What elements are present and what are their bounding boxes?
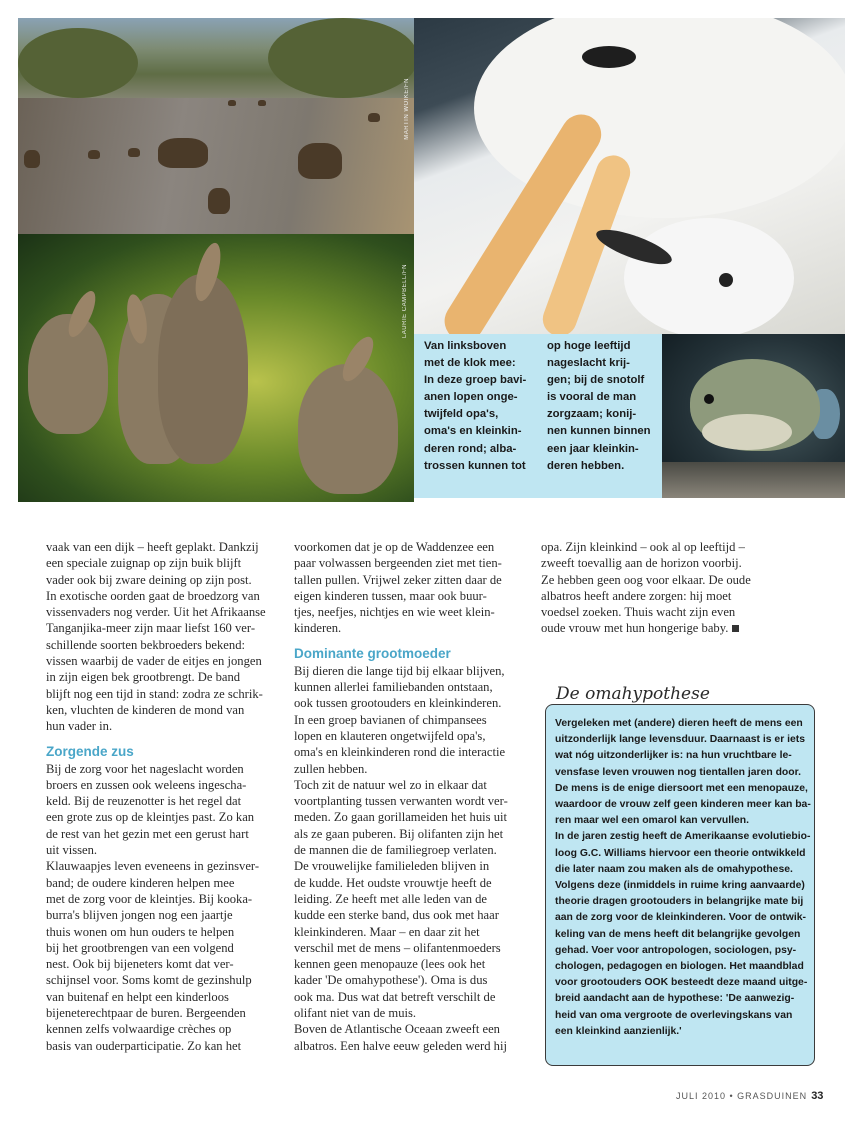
caption-line: nageslacht krij-	[547, 357, 630, 370]
caption-line: anen lopen onge-	[424, 391, 518, 404]
sidebar-line: chologen, pedagogen en biologen. Het maandblad	[555, 961, 804, 973]
text-line: albatros heeft andere zorgen: hij moet	[541, 588, 732, 603]
text-line: lopen en klauteren ongetwijfeld opa's,	[294, 728, 486, 743]
article-column-3	[541, 539, 751, 637]
sidebar-line: vensfase leven vrouwen nog tientallen jaren door.	[555, 766, 801, 778]
text-line: bijeneterechtpaar de buren. Bergeenden	[46, 1006, 246, 1021]
issue-label: JULI 2010 • GRASDUINEN	[676, 1091, 808, 1101]
sidebar-line: wat nóg uitzonderlijker is: na hun vruchtbare le-	[555, 750, 792, 762]
rabbit	[298, 364, 398, 494]
text-line: in zijn eigen bek grootbrengt. De band	[46, 670, 241, 685]
caption-line: is vooral de man	[547, 391, 637, 404]
sidebar-line: voor grootouders OOK besteedt deze maand uitge-	[555, 977, 808, 989]
sidebar-line: Volgens deze (inmiddels in ruime kring aanvaarde)	[555, 880, 805, 892]
text-line: keld. Bij de reuzenotter is het regel dat	[46, 794, 242, 809]
text-line: meden. Zo gaan gorillameiden het huis uit	[294, 810, 507, 825]
text-line: van buitenaf en helpt een kinderloos	[46, 989, 229, 1004]
text-line: bij het grootbrengen van een volgend	[46, 940, 234, 955]
article-column-2	[294, 539, 508, 1054]
sidebar-line: die later naam zou maken als de omahypothese.	[555, 863, 793, 875]
rabbits-photo	[18, 234, 414, 502]
snotolf-photo	[662, 334, 845, 498]
sidebar-box	[545, 704, 815, 1066]
caption-line: nen kunnen binnen	[547, 425, 651, 438]
section-heading: Zorgende zus	[46, 743, 134, 759]
caption-line: oma's en kleinkin-	[424, 425, 522, 438]
text-line: albatros. Een halve eeuw geleden werd hij	[294, 1038, 507, 1053]
text-line: verschil met de mens – olifantenmoeders	[294, 940, 501, 955]
text-line: Tanganjika-meer zijn maar liefst 160 ver-	[46, 621, 256, 636]
section-heading: Dominante grootmoeder	[294, 645, 451, 661]
baboon	[228, 100, 236, 106]
photo-credit: LAURIE CAMPBELL/FN	[402, 264, 408, 339]
paragraph	[46, 539, 266, 735]
caption-line: trossen kunnen tot	[424, 459, 526, 472]
caption-line: een jaar kleinkin-	[547, 442, 639, 455]
photo-caption	[414, 334, 662, 498]
text-line: thuis wonen om hun ouders te helpen	[46, 924, 235, 939]
sidebar-line: heid van oma vergroote de overlevingskans van	[555, 1009, 793, 1021]
sidebar-line: gehad. Voer voor antropologen, sociologen, psy-	[555, 944, 797, 956]
text-line: Bij de zorg voor het nageslacht worden	[46, 761, 244, 776]
rabbit	[158, 274, 248, 464]
text-line: voortplanting tussen verwanten wordt ver-	[294, 794, 508, 809]
baboon	[208, 188, 230, 214]
text-line: de kudde. Het oudste vrouwtje heeft de	[294, 875, 492, 890]
caption-line: Van linksboven	[424, 340, 507, 352]
text-line: kader 'De omahypothese'). Oma is dus	[294, 973, 488, 988]
page-number: 33	[811, 1090, 824, 1102]
baboon	[258, 100, 266, 106]
text-line: leiding. Ze heeft met alle leden van de	[294, 891, 488, 906]
caption-line: twijfeld opa's,	[424, 408, 499, 421]
text-line: ken, vluchten de kinderen de mond van	[46, 702, 245, 717]
text-line: ook tussen grootouders en kleinkinderen.	[294, 696, 502, 711]
text-line: voedsel zoeken. Thuis wacht zijn even	[541, 605, 736, 620]
text-line: kennen zelfs volwaardige crèches op	[46, 1022, 232, 1037]
text-line: een grote zus op de kleintjes past. Zo kan	[46, 810, 255, 825]
baboon	[128, 148, 140, 157]
text-line: kudde een sterke band, dus ook met haar	[294, 908, 499, 923]
text-line: Toch zit de natuur wel zo in elkaar dat	[294, 777, 487, 792]
sidebar-line: breid aandacht aan de hypothese: 'De aanwezig-	[555, 993, 795, 1005]
text-line: een speciale zuignap op zijn buik blijft	[46, 556, 242, 571]
text-line: tjes, neefjes, nichtjes en wie weet klein-	[294, 605, 495, 620]
caption-line: met de klok mee:	[424, 357, 516, 370]
text-line: vissenvaders nog verder. Uit het Afrikaanse	[46, 605, 266, 620]
caption-column-1	[424, 338, 526, 475]
text-line: de mannen die de familiegroep verlaten.	[294, 843, 497, 858]
sidebar-line: Vergeleken met (andere) dieren heeft de mens een	[555, 718, 803, 729]
text-line: burra's blijven jongen nog een jaartje	[46, 908, 233, 923]
text-line: Ze hebben geen oog voor elkaar. De oude	[541, 572, 751, 587]
text-line: Boven de Atlantische Oceaan zweeft een	[294, 1022, 500, 1037]
text-line: kennen geen menopauze (lees ook het	[294, 957, 486, 972]
chick-eye	[719, 273, 733, 287]
albatross-chick	[624, 218, 794, 334]
text-line: schillende soorten bekbroeders bekend:	[46, 637, 245, 652]
text-line: band; de oudere kinderen helpen mee	[46, 875, 235, 890]
text-line: tallen pullen. Vrijwel zeker zitten daar de	[294, 572, 502, 587]
sidebar-line: De mens is de enige diersoort met een menopauze,	[555, 782, 808, 794]
sidebar-line: een kleinkind aanzienlijk.'	[555, 1025, 682, 1037]
tree	[18, 28, 138, 98]
paragraph	[541, 539, 751, 637]
text-line: de rest van het gezin met een gerust hart	[46, 826, 249, 841]
article-column-1	[46, 539, 266, 1054]
text-line: Bij dieren die lange tijd bij elkaar blijven,	[294, 663, 505, 678]
tree	[268, 18, 414, 98]
caption-line: In deze groep bavi-	[424, 374, 527, 387]
text-line: vader ook bij zware deining op zijn post.	[46, 572, 252, 587]
caption-line: deren rond; alba-	[424, 442, 517, 455]
text-line: In een groep bavianen of chimpansees	[294, 712, 487, 727]
baboon	[368, 113, 380, 122]
end-mark-icon	[732, 625, 739, 632]
text-line: voorkomen dat je op de Waddenzee een	[294, 540, 495, 554]
caption-line: zorgzaam; konij-	[547, 408, 637, 421]
paragraph	[294, 663, 508, 1054]
sidebar-line: aan de zorg voor de kleinkinderen. Voor de ontwik-	[555, 912, 806, 924]
text-line: kunnen allerlei familiebanden ontstaan,	[294, 680, 493, 695]
text-line: In exotische oorden gaat de broedzorg van	[46, 588, 260, 603]
albatross-photo	[414, 18, 845, 334]
caption-column-2	[547, 338, 651, 475]
sidebar-line: In de jaren zestig heeft de Amerikaanse evolutiebio-	[555, 831, 811, 843]
text-line: als ze gaan puberen. Bij olifanten zijn het	[294, 826, 504, 841]
text-line: zweeft toevallig aan de horizon voorbij.	[541, 556, 742, 571]
caption-line: deren hebben.	[547, 459, 625, 472]
text-line: zullen hebben.	[294, 761, 368, 776]
text-line: uit vissen.	[46, 843, 98, 858]
baboons-photo	[18, 18, 414, 234]
seabed	[662, 462, 845, 498]
caption-line: gen; bij de snotolf	[547, 374, 645, 387]
text-line: oma's en kleinkinderen rond die interactie	[294, 745, 506, 760]
text-line: broers en zussen ook weleens ingescha-	[46, 777, 247, 792]
text-line: kinderen.	[294, 621, 342, 636]
text-line: basis van ouderparticipatie. Zo kan het	[46, 1038, 242, 1053]
sidebar-line: loog G.C. Williams hiervoor een theorie ontwikkeld	[555, 847, 806, 859]
sidebar-line: keling van de mens heeft dit belangrijke gevolgen	[555, 928, 801, 940]
sidebar-line: uitzonderlijk lange levensduur. Daarnaast is er iets	[555, 734, 806, 746]
baboon	[24, 150, 40, 168]
text-line: eigen kinderen tussen, maar ook buur-	[294, 588, 487, 603]
text-line: blijft nog een tijd in stand: zodra ze schrik-	[46, 686, 263, 701]
text-line: opa. Zijn kleinkind – ook al op leeftijd –	[541, 540, 745, 554]
sidebar-line: waardoor de vrouw zelf geen kinderen meer kan ba-	[555, 799, 811, 811]
text-line: nest. Ook bij bijeneters komt dat ver-	[46, 957, 234, 972]
text-line: oude vrouw met hun hongerige baby.	[541, 620, 751, 636]
text-line: paar volwassen bergeenden ziet met tien-	[294, 556, 502, 571]
sidebar-line: ren maar wel een omarol kan vervullen.	[555, 815, 750, 827]
text-line: De vrouwelijke familieleden blijven in	[294, 859, 490, 874]
baboon	[298, 143, 342, 179]
sidebar-title: De omahypothese	[556, 684, 710, 704]
text-line: Klauwaapjes leven eveneens in gezinsver-	[46, 859, 260, 874]
sidebar-line: theorie dragen grootouders in belangrijke mate bij	[555, 896, 804, 908]
text-line: ook ma. Dus wat dat betreft verschilt de	[294, 989, 496, 1004]
albatross-eye	[582, 46, 636, 68]
text-line: olifant niet van de muis.	[294, 1006, 417, 1021]
paragraph	[294, 539, 508, 637]
text-line: met de zorg voor de kleintjes. Bij kooka-	[46, 891, 253, 906]
baboon	[158, 138, 208, 168]
paragraph	[46, 761, 266, 1054]
text-line: schijnsel voor. Soms komt de gezinshulp	[46, 973, 252, 988]
fish-belly	[702, 414, 792, 450]
text-line: hun vader in.	[46, 719, 113, 734]
photo-credit: MARTIN WOIKE/FN	[404, 78, 410, 140]
text-line: vissen waarbij de vader de eitjes en jongen	[46, 654, 262, 669]
text-line: vaak van een dijk – heeft geplakt. Dankzij	[46, 540, 259, 554]
baboon	[88, 150, 100, 159]
page-footer	[676, 1090, 823, 1102]
caption-line: op hoge leeftijd	[547, 340, 631, 352]
fish-eye	[704, 394, 714, 404]
text-line: kleinkinderen. Maar – en daar zit het	[294, 924, 480, 939]
